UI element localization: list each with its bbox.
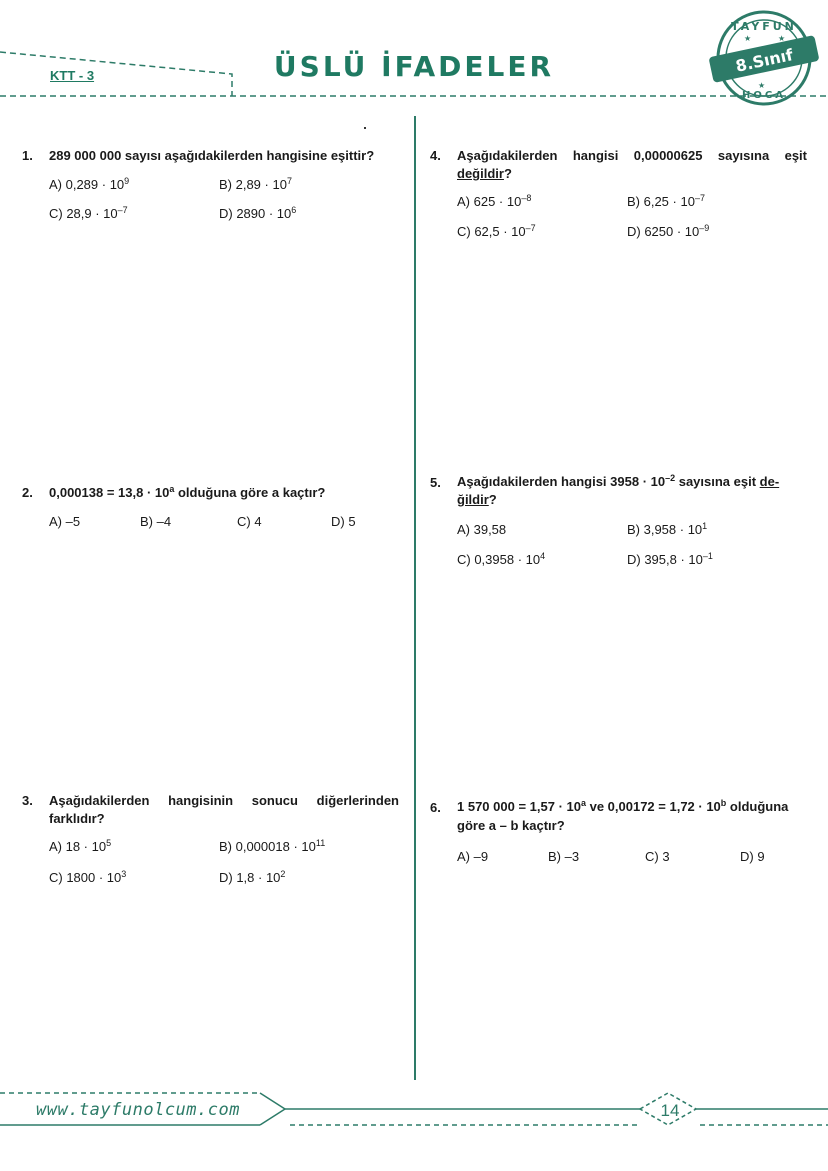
option-d[interactable]: D) 5 xyxy=(331,514,356,529)
option-d[interactable]: D) $2890 \cdot 10^6$ xyxy=(219,205,297,221)
svg-text:★: ★ xyxy=(778,34,786,43)
option-d[interactable]: D) $6250 \cdot 10^{-9}$ xyxy=(627,223,710,239)
option-b[interactable]: B) $2,89 \cdot 10^7$ xyxy=(219,176,292,192)
option-a[interactable]: A) –5 xyxy=(49,514,81,529)
option-b[interactable]: B) $6,25 \cdot 10^{-7}$ xyxy=(627,193,705,209)
question-number: 5. xyxy=(430,475,441,490)
page-number: 14 xyxy=(660,1101,680,1120)
question-text: 1 570 $000 = 1,57 \cdot 10^a$ ve $0,00172 = 1,72 \cdot 10^b$ olduğuna xyxy=(457,798,789,814)
question-number: 3. xyxy=(22,793,33,808)
option-c[interactable]: C) $1800 \cdot 10^3$ xyxy=(49,869,127,885)
stray-dot xyxy=(364,127,366,129)
option-c[interactable]: C) $0,3958 \cdot 10^4$ xyxy=(457,551,546,567)
question-number: 2. xyxy=(22,485,33,500)
svg-text:★: ★ xyxy=(758,81,766,90)
page-title: ÜSLÜ İFADELER xyxy=(273,50,555,83)
question-text: $0,000138 = 13,8 \cdot 10^a$ olduğuna göre a kaçtır? xyxy=(49,484,326,500)
option-c[interactable]: C) $28,9 \cdot 10^{-7}$ xyxy=(49,205,128,221)
column-divider xyxy=(414,116,416,1080)
option-a[interactable]: A) 39,58 xyxy=(457,522,507,537)
option-a[interactable]: A) $625 \cdot 10^{-8}$ xyxy=(457,193,532,209)
question-text: Aşağıdakilerden hangisi 0,00000625 sayısına eşit değildir? xyxy=(457,148,807,181)
question-text: Aşağıdakilerden hangisinin sonucu diğerlerinden farklıdır? xyxy=(49,793,399,826)
option-c[interactable]: C) $62,5 \cdot 10^{-7}$ xyxy=(457,223,536,239)
option-a[interactable]: A) $18 \cdot 10^5$ xyxy=(49,838,112,854)
question-text-line-2: göre a – b kaçtır? xyxy=(457,818,565,833)
option-d[interactable]: D) $1,8 \cdot 10^2$ xyxy=(219,869,286,885)
option-d[interactable]: D) $395,8 \cdot 10^{-1}$ xyxy=(627,551,713,567)
option-c[interactable]: C) 4 xyxy=(237,514,262,529)
option-b[interactable]: B) –3 xyxy=(548,849,580,864)
question-text: Aşağıdakilerden hangisi $3958 \cdot 10^{-2}$ sayısına eşit de- xyxy=(457,473,780,489)
test-code: KTT - 3 xyxy=(50,68,95,83)
footer-website: www.tayfunolcum.com xyxy=(36,1100,240,1120)
question-number: 1. xyxy=(22,148,33,163)
option-a[interactable]: A) –9 xyxy=(457,849,489,864)
option-d[interactable]: D) 9 xyxy=(740,849,765,864)
option-b[interactable]: B) $3,958 \cdot 10^1$ xyxy=(627,521,708,537)
question-text-line-2: ğildir? xyxy=(457,492,497,507)
option-b[interactable]: B) $0,000018 \cdot 10^{11}$ xyxy=(219,838,326,854)
svg-text:8.Sınıf: 8.Sınıf xyxy=(733,45,795,76)
question-number: 6. xyxy=(430,800,441,815)
option-a[interactable]: A) $0,289 \cdot 10^9$ xyxy=(49,176,130,192)
tayfun-hoca-stamp-logo xyxy=(706,6,822,110)
question-number: 4. xyxy=(430,148,441,163)
question-text: 289 000 000 sayısı aşağıdakilerden hangisine eşittir? xyxy=(49,148,375,163)
svg-text:★: ★ xyxy=(744,34,752,43)
option-c[interactable]: C) 3 xyxy=(645,849,670,864)
option-b[interactable]: B) –4 xyxy=(140,514,172,529)
svg-text:HOCA: HOCA xyxy=(742,90,786,101)
svg-text:TAYFUN: TAYFUN xyxy=(731,20,797,33)
